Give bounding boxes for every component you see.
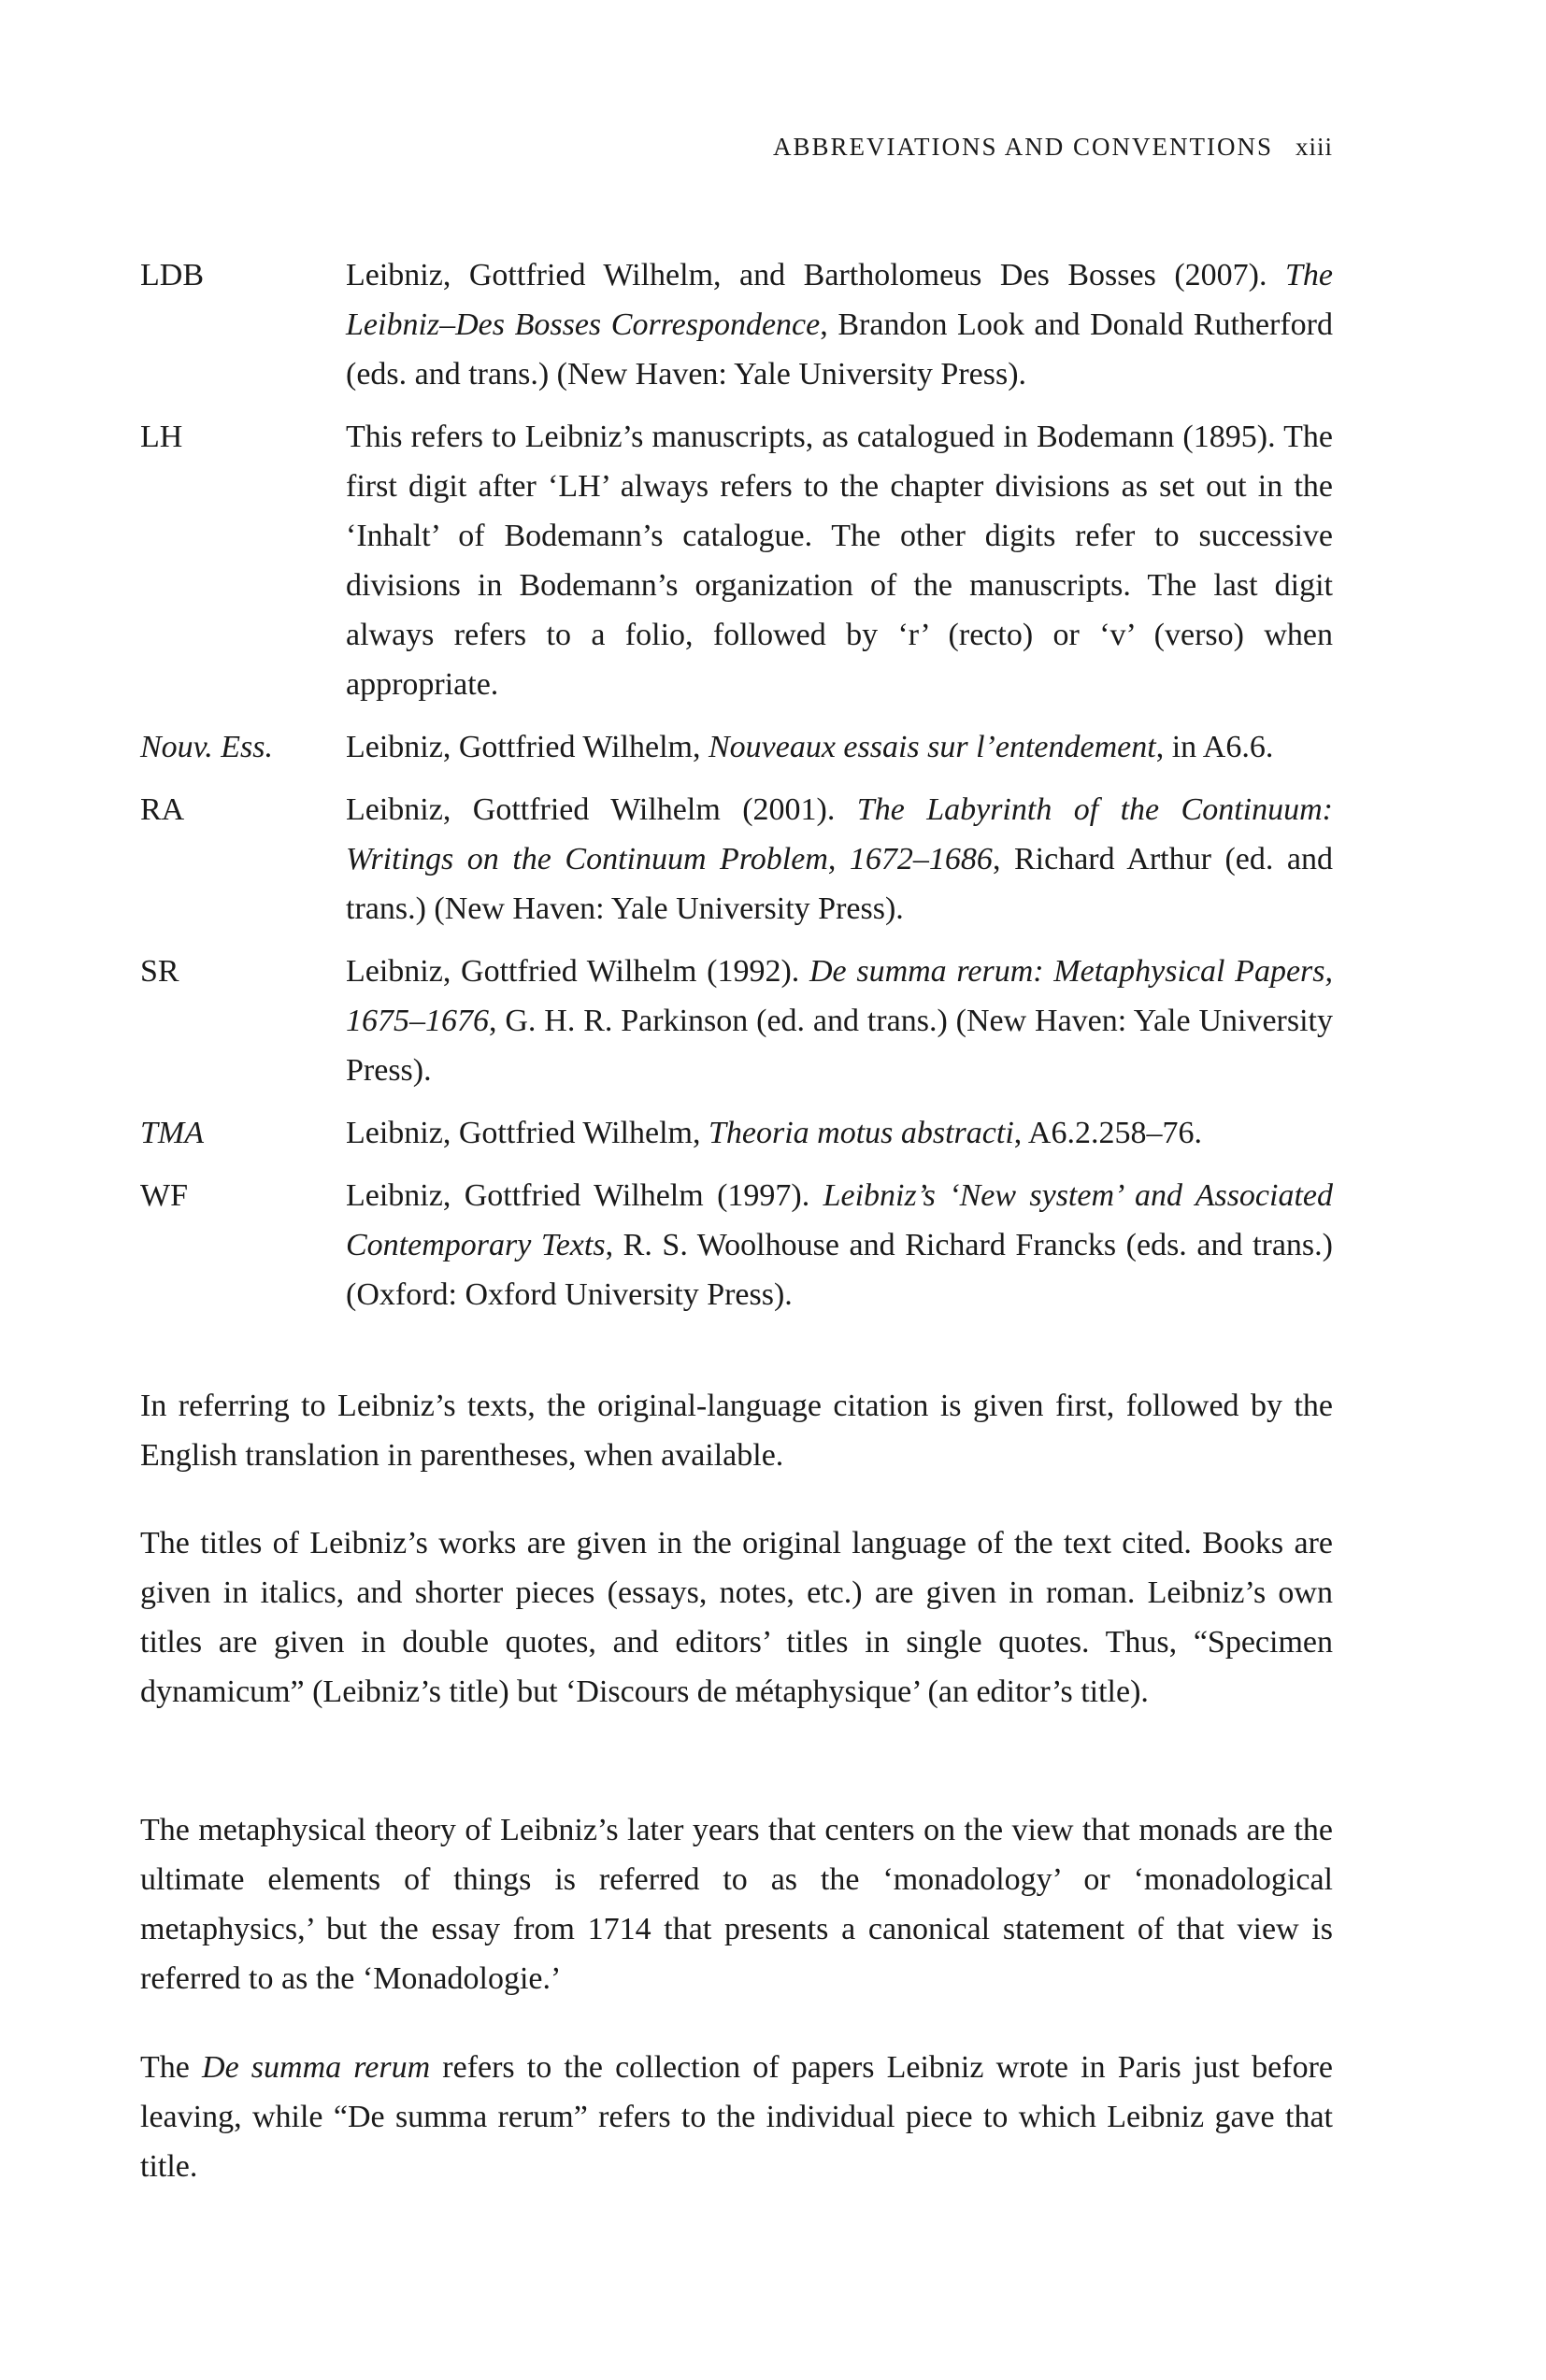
text-run: In referring to Leibniz’s texts, the original-language citation is given first, followed by the English translation in parentheses, when available. — [140, 1389, 1333, 1473]
text-run: The — [140, 2050, 203, 2085]
abbreviation-definition — [346, 250, 1333, 399]
italic-title-run: De summa rerum: Metaphysical Papers, 1675–1676 — [346, 954, 1333, 1038]
running-head — [773, 133, 1333, 162]
text-run: The titles of Leibniz’s works are given in the original language of the text cited. Books are given in italics, and shorter pieces (essays, notes, etc.) are given in roman. Leibniz’s own titles are given in double quotes, and editors’ titles in single quotes. Thus, “Specimen dynamicum” (Leibniz’s title) but ‘Discours de métaphysique’ (an editor’s title). — [140, 1526, 1333, 1709]
abbreviation-definition — [346, 785, 1333, 933]
body-paragraph — [140, 2043, 1333, 2191]
text-run: This refers to Leibniz’s manuscripts, as catalogued in Bodemann (1895). The first digit after ‘LH’ always refers to the chapter divisions as set out in the ‘Inhalt’ of Bodemann’s catalogue. The other digits refer to successive divisions in Bodemann’s organization of the manuscripts. The last digit always refers to a folio, followed by ‘r’ (recto) or ‘v’ (verso) when appropriate. — [346, 420, 1333, 702]
abbreviation-term: RA — [140, 792, 185, 827]
abbreviation-entry — [140, 785, 1333, 933]
italic-title-run: De summa rerum — [202, 2050, 431, 2085]
abbreviation-term: TMA — [140, 1116, 204, 1150]
abbreviation-entry — [140, 1108, 1333, 1158]
abbreviation-definition — [346, 1171, 1333, 1319]
abbreviation-list — [140, 250, 1333, 1333]
text-run: Leibniz, Gottfried Wilhelm, — [346, 730, 709, 764]
text-run: The metaphysical theory of Leibniz’s later years that centers on the view that monads are the ultimate elements of things is referred to as the ‘monadology’ or ‘monadological metaphysics,’ but the essay from 1714 that presents a canonical statement of that view is referred to as the ‘Monadologie.’ — [140, 1813, 1333, 1996]
body-paragraph — [140, 1518, 1333, 1717]
text-run: , Brandon Look and Donald Rutherford (eds. and trans.) (New Haven: Yale University Press). — [346, 307, 1333, 392]
abbreviation-definition — [346, 722, 1333, 772]
abbreviation-term: Nouv. Ess. — [140, 730, 273, 764]
abbreviation-entry — [140, 947, 1333, 1095]
abbreviation-entry — [140, 250, 1333, 399]
italic-title-run: The Leibniz–Des Bosses Correspondence — [346, 258, 1333, 342]
body-paragraph — [140, 1805, 1333, 2003]
abbreviation-entry — [140, 1171, 1333, 1319]
italic-title-run: The Labyrinth of the Continuum: Writings on the Continuum Problem, 1672–1686 — [346, 792, 1333, 876]
italic-title-run: Theoria motus abstracti — [708, 1116, 1014, 1150]
text-run: , A6.2.258–76. — [1013, 1116, 1202, 1150]
text-run: Leibniz, Gottfried Wilhelm (1992). — [346, 954, 809, 989]
abbreviation-entry — [140, 722, 1333, 772]
abbreviation-term: LH — [140, 420, 183, 454]
text-run: Leibniz, Gottfried Wilhelm (2001). — [346, 792, 857, 827]
body-paragraph — [140, 1381, 1333, 1480]
abbreviation-term: LDB — [140, 258, 204, 292]
italic-title-run: Nouveaux essais sur l’entendement — [708, 730, 1156, 764]
text-run: refers to the collection of papers Leibniz wrote in Paris just before leaving, while “De summa rerum” refers to the individual piece to which Leibniz gave that title. — [140, 2050, 1333, 2184]
abbreviation-definition — [346, 412, 1333, 709]
abbreviation-term: SR — [140, 954, 179, 989]
running-head-title: ABBREVIATIONS AND CONVENTIONS — [772, 133, 1273, 161]
text-run: Leibniz, Gottfried Wilhelm, and Bartholomeus Des Bosses (2007). — [346, 258, 1285, 292]
text-run: , Richard Arthur (ed. and trans.) (New Haven: Yale University Press). — [346, 842, 1333, 926]
text-run: Leibniz, Gottfried Wilhelm, — [346, 1116, 709, 1150]
text-run: , in A6.6. — [1155, 730, 1274, 764]
italic-title-run: Leibniz’s ‘New system’ and Associated Contemporary Texts — [346, 1178, 1333, 1262]
text-run: , R. S. Woolhouse and Richard Francks (eds. and trans.) (Oxford: Oxford University Press). — [346, 1228, 1333, 1312]
abbreviation-entry — [140, 412, 1333, 709]
text-run: Leibniz, Gottfried Wilhelm (1997). — [346, 1178, 823, 1213]
text-run: , G. H. R. Parkinson (ed. and trans.) (New Haven: Yale University Press). — [346, 1004, 1333, 1088]
abbreviation-definition — [346, 947, 1333, 1095]
abbreviation-definition — [346, 1108, 1333, 1158]
page-number: xiii — [1295, 133, 1333, 161]
abbreviation-term: WF — [140, 1178, 188, 1213]
